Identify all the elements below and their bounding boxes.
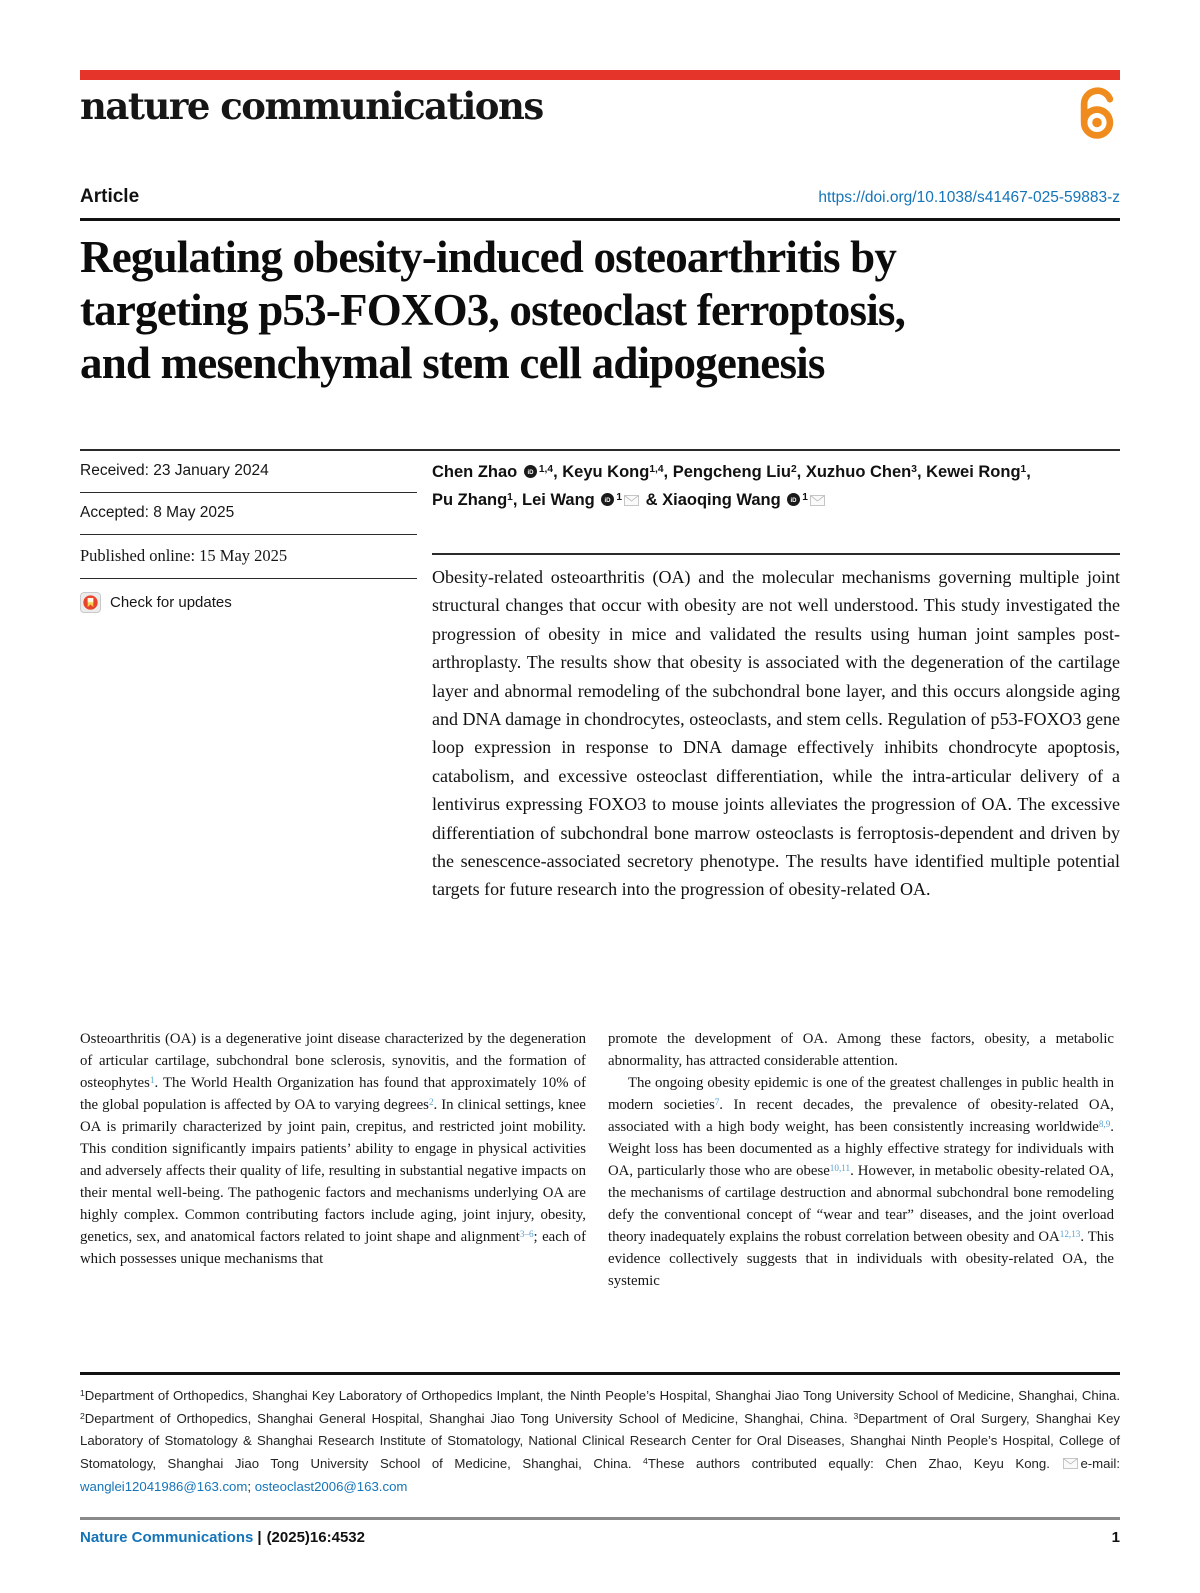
article-title (80, 231, 1120, 390)
affiliation-sup: 4 (643, 1455, 648, 1466)
affiliation-sup: 1 (507, 492, 513, 504)
citation-ref[interactable]: 2 (428, 1096, 434, 1107)
check-for-updates-label: Check for updates (110, 594, 232, 611)
affiliations-footnote: $^1$Department of Orthopedics, Shanghai Key Laboratory of Orthopedics Implant, the Ninth People’s Hospital, Shanghai Jiao Tong University School of Medicine, Shanghai, China. $^2$Department of Orthopedics, Shanghai General Hospital, Shanghai Jiao Tong University School of Medicine, Shanghai, China. $^3$Department of Oral Surgery, Shanghai Key Laboratory of Stomatology & Shanghai Research Institute of Stomatology, National Clinical Research Center for Oral Diseases, Shanghai Ninth People’s Hospital, College of Stomatology, Shanghai Jiao Tong University School of Medicine, Shanghai, China. $^4$These authors contributed equally: Chen Zhao, Keyu Kong. e-mail: wanglei12041986@163.com; osteoclast2006@163.com (80, 1388, 1121, 1495)
affiliation-sup: 3 (911, 464, 917, 476)
body-column-left (80, 1028, 586, 1270)
title-line-1: Regulating obesity-induced osteoarthritis by (80, 232, 897, 282)
orcid-icon[interactable] (601, 488, 614, 515)
orcid-icon[interactable] (524, 460, 537, 487)
citation-ref[interactable]: 12,13 (1059, 1228, 1081, 1239)
affiliation-sup: 1,4 (649, 464, 664, 476)
title-line-2: targeting p53-FOXO3, osteoclast ferroptosis, (80, 285, 906, 335)
affiliation-sup: 2 (790, 464, 797, 476)
affiliation-sup: 1,4 (538, 464, 554, 476)
svg-text:iD: iD (790, 496, 797, 504)
crossmark-icon (80, 592, 101, 613)
paragraph: Osteoarthritis (OA) is a degenerative joint disease characterized by the degeneration of articular cartilage, subchondral bone sclerosis, synovitis, and the formation of osteophytes$^1$. The World Health Organization has found that approximately 10% of the global population is affected by OA to varying degrees$^2$. In clinical settings, knee OA is primarily characterized by joint pain, crepitus, and restricted joint mobility. This condition significantly impairs patients’ ability to engage in physical activities and adversely affects their quality of life, resulting in substantial negative impacts on their mental well-being. The pathogenic factors and mechanisms underlying OA are highly complex. Common contributing factors include aging, joint injury, obesity, genetics, sex, and anatomical factors related to joint shape and alignment$^{3-6}$; each of which possesses unique mechanisms that (80, 1031, 586, 1267)
doi-link[interactable]: https://doi.org/10.1038/s41467-025-59883-z (818, 189, 1120, 206)
mail-icon (810, 488, 825, 515)
orcid-icon[interactable] (787, 488, 800, 515)
citation-ref[interactable]: 7 (714, 1096, 720, 1107)
footer-volume-citation: (2025)16:4532 (266, 1529, 365, 1546)
footer-citation (80, 1529, 365, 1546)
citation-ref[interactable]: 10,11 (829, 1162, 851, 1173)
abstract-text: Obesity-related osteoarthritis (OA) and the molecular mechanisms governing multiple joint structural changes that occur with obesity are not well understood. This study investigated the progression of obesity in mice and validated the results using human joint samples post-arthroplasty. The results show that obesity is associated with the degeneration of the cartilage layer and abnormal remodeling of the subchondral bone layer, and this occurs alongside aging and DNA damage in chondrocytes, osteoclasts, and stem cells. Regulation of p53-FOXO3 gene loop expression in response to DNA damage effectively inhibits chondrocyte apoptosis, catabolism, and excessive osteoclast differentiation, while the intra-articular delivery of a lentivirus expressing FOXO3 to mouse joints alleviates the progression of OA. The excessive differentiation of subchondral bone marrow osteoclasts is ferroptosis-dependent and driven by the senescence-associated secretory phenotype. The results have identified multiple potential targets for future research into the progression of obesity-related OA. (432, 567, 1120, 900)
svg-text:iD: iD (604, 496, 611, 504)
affiliation-sup: 1 (1020, 464, 1027, 476)
email-link[interactable]: osteoclast2006@163.com (254, 1479, 408, 1495)
accepted-date: Accepted: 8 May 2025 (80, 493, 417, 535)
citation-ref[interactable]: 1 (149, 1074, 155, 1085)
received-date: Received: 23 January 2024 (80, 451, 417, 493)
affiliation-sup: 1 (616, 492, 623, 504)
svg-text:iD: iD (527, 468, 534, 476)
footer-separator: | (257, 1529, 262, 1546)
affiliation-sup: 1 (802, 492, 808, 504)
mail-icon (1063, 1454, 1078, 1477)
paragraph: promote the development of OA. Among these factors, obesity, a metabolic abnormality, has attracted considerable attention. (608, 1031, 1114, 1069)
page-number: 1 (1111, 1529, 1120, 1546)
mail-icon (624, 488, 639, 515)
meta-box (80, 451, 417, 613)
title-divider (80, 218, 1120, 221)
footnote-divider (80, 1372, 1120, 1375)
page-footer (80, 1529, 1120, 1546)
body-column-right (608, 1028, 1114, 1292)
authors-line: Chen Zhao iD $^{1,4}$, Keyu Kong$^{1,4}$, Pengcheng Liu$^2$, Xuzhuo Chen$^3$, Kewei Rong$^1$, Pu Zhang$^1$, Lei Wang iD $^1$ & Xiaoqing Wang iD $^1$ (432, 459, 1120, 515)
title-line-3: and mesenchymal stem cell adipogenesis (80, 338, 825, 388)
affiliation-sup: 3 (853, 1410, 859, 1421)
authors-divider (432, 553, 1120, 555)
paragraph: The ongoing obesity epidemic is one of the greatest challenges in public health in modern societies$^7$. In recent decades, the prevalence of obesity-related OA, associated with a high body weight, has been consistently increasing worldwide$^{8,9}$. Weight loss has been documented as a highly effective strategy for individuals with OA, particularly those who are obese$^{10,11}$. However, in metabolic obesity-related OA, the mechanisms of cartilage destruction and abnormal subchondral bone remodeling defy the conventional concept of “wear and tear” diseases, and the joint overload theory inadequately explains the robust correlation between obesity and OA$^{12,13}$. This evidence collectively suggests that in individuals with obesity-related OA, the systemic (608, 1075, 1114, 1289)
check-for-updates-button[interactable] (80, 579, 417, 613)
affiliation-sup: 2 (80, 1410, 85, 1421)
top-accent-bar (80, 70, 1120, 80)
article-type-label: Article (80, 186, 140, 207)
footer-divider (80, 1517, 1120, 1520)
published-date: Published online: 15 May 2025 (80, 535, 417, 579)
open-access-icon (1076, 84, 1118, 145)
journal-logo: nature communications (80, 84, 543, 128)
affiliation-sup: 1 (80, 1388, 85, 1399)
citation-ref[interactable]: 8,9 (1098, 1118, 1111, 1129)
article-header-row (80, 186, 1120, 208)
email-link[interactable]: wanglei12041986@163.com (80, 1479, 248, 1495)
footer-journal-link[interactable]: Nature Communications (80, 1529, 254, 1546)
citation-ref[interactable]: 3–6 (519, 1228, 534, 1239)
